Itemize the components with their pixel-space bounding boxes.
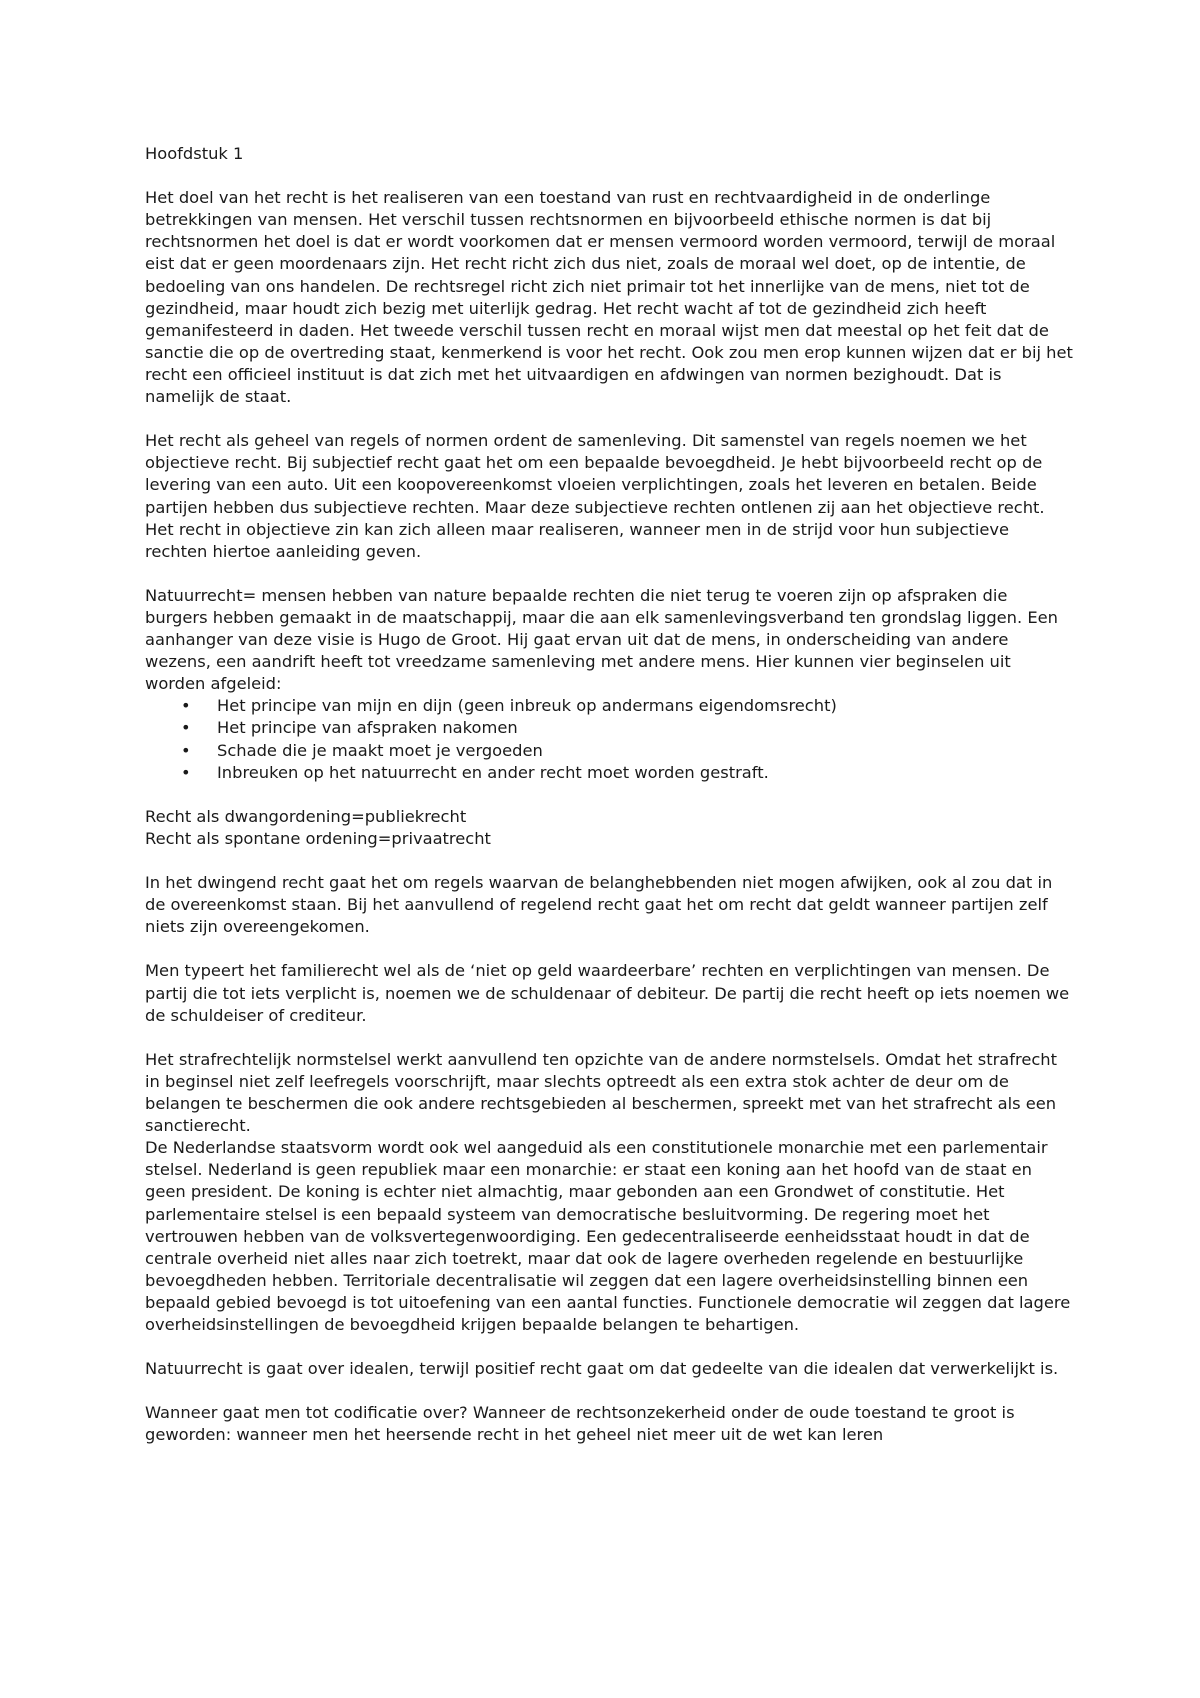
paragraph-staatsvorm: De Nederlandse staatsvorm wordt ook wel aangeduid als een constitutionele monarchie met een parlementair stelsel. Nederland is geen republiek maar een monarchie: er staat een koning aan het hoofd van de staat en geen president. De koning is echter niet almachtig, maar gebonden aan een Grondwet of constitutie. Het parlementaire stelsel is een bepaald systeem van democratische besluitvorming. De regering moet het vertrouwen hebben van de volksvertegenwoordiging. Een gedecentraliseerde eenheidsstaat houdt in dat de centrale overheid niet alles naar zich toetrekt, maar dat ook de lagere overheden regelende en bestuurlijke bevoegdheden hebben. Territoriale decentralisatie wil zeggen dat een lagere overheidsinstelling binnen een bepaald gebied bevoegd is tot uitoefening van een aantal functies. Functionele democratie wil zeggen dat lagere overheidsinstellingen de bevoegdheid krijgen bepaalde belangen te behartigen. (145, 1138, 1071, 1334)
paragraph-natuurrecht: Natuurrecht= mensen hebben van nature bepaalde rechten die niet terug te voeren zijn op afspraken die burgers hebben gemaakt in de maatschappij, maar die aan elk samenlevingsverband ten grondslag liggen. Een aanhanger van deze visie is Hugo de Groot. Hij gaat ervan uit dat de mens, in onderscheiding van andere wezens, een aandrift heeft tot vreedzame samenleving met andere mens. Hier kunnen vier beginselen uit worden afgeleid: (145, 585, 1058, 694)
chapter-heading: Hoofdstuk 1 (145, 144, 244, 163)
paragraph-positief-recht: Natuurrecht is gaat over idealen, terwijl positief recht gaat om dat gedeelte van die idealen dat verwerkelijkt is. (145, 1359, 1059, 1379)
bullet-list-beginselen (145, 695, 1075, 783)
definitions-block (145, 806, 1075, 850)
list-item: • Inbreuken op het natuurrecht en ander recht moet worden gestraft. (217, 762, 1075, 784)
definition-line: Recht als dwangordening=publiekrecht (145, 806, 467, 826)
paragraph-recht-doel: Het doel van het recht is het realiseren van een toestand van rust en rechtvaardigheid in de onderlinge betrekkingen van mensen. Het verschil tussen rechtsnormen en bijvoorbeeld ethische normen is dat bij rechtsnormen het doel is dat er wordt voorkomen dat er mensen vermoord worden vermoord, terwijl de moraal eist dat er geen moordenaars zijn. Het recht richt zich dus niet, zoals de moraal wel doet, op de intentie, de bedoeling van ons handelen. De rechtsregel richt zich niet primair tot het innerlijke van de mens, niet tot de gezindheid, maar houdt zich bezig met uiterlijk gedrag. Het recht wacht af tot de gezindheid zich heeft gemanifesteerd in daden. Het tweede verschil tussen recht en moraal wijst men dat meestal op het feit dat de sanctie die op de overtreding staat, kenmerkend is voor het recht. Ook zou men erop kunnen wijzen dat er bij het recht een officieel instituut is dat zich met het uitvaardigen en afdwingen van normen bezighoudt. Dat is namelijk de staat. (145, 188, 1073, 407)
document-page (145, 143, 1075, 1447)
paragraph-codificatie: Wanneer gaat men tot codificatie over? Wanneer de rechtsonzekerheid onder de oude toestand te groot is geworden: wanneer men het heersende recht in het geheel niet meer uit de wet kan leren (145, 1403, 1015, 1445)
definition-line: Recht als spontane ordening=privaatrecht (145, 828, 491, 848)
paragraph-familierecht: Men typeert het familierecht wel als de ‘niet op geld waardeerbare’ rechten en verplichtingen van mensen. De partij die tot iets verplicht is, noemen we de schuldenaar of debiteur. De partij die recht heeft op iets noemen we de schuldeiser of crediteur. (145, 961, 1070, 1025)
list-item: • Het principe van mijn en dijn (geen inbreuk op andermans eigendomsrecht) (217, 695, 1075, 717)
paragraph-strafrecht: Het strafrechtelijk normstelsel werkt aanvullend ten opzichte van de andere normstelsels. Omdat het strafrecht in beginsel niet zelf leefregels voorschrijft, maar slechts optreedt als een extra stok achter de deur om de belangen te beschermen die ook andere rechtsgebieden al beschermen, spreekt met van het strafrecht als een sanctierecht. (145, 1049, 1058, 1136)
paragraph-dwingend-recht: In het dwingend recht gaat het om regels waarvan de belanghebbenden niet mogen afwijken, ook al zou dat in de overeenkomst staan. Bij het aanvullend of regelend recht gaat het om recht dat geldt wanneer partijen zelf niets zijn overeengekomen. (145, 873, 1053, 937)
list-item: • Het principe van afspraken nakomen (217, 717, 1075, 739)
list-item: • Schade die je maakt moet je vergoeden (217, 740, 1075, 762)
paragraph-objectief-subjectief: Het recht als geheel van regels of normen ordent de samenleving. Dit samenstel van regels noemen we het objectieve recht. Bij subjectief recht gaat het om een bepaalde bevoegdheid. Je hebt bijvoorbeeld recht op de levering van een auto. Uit een koopovereenkomst vloeien verplichtingen, zoals het leveren en betalen. Beide partijen hebben dus subjectieve rechten. Maar deze subjectieve rechten ontlenen zij aan het objectieve recht. Het recht in objectieve zin kan zich alleen maar realiseren, wanneer men in de strijd voor hun subjectieve rechten hiertoe aanleiding geven. (145, 431, 1045, 561)
